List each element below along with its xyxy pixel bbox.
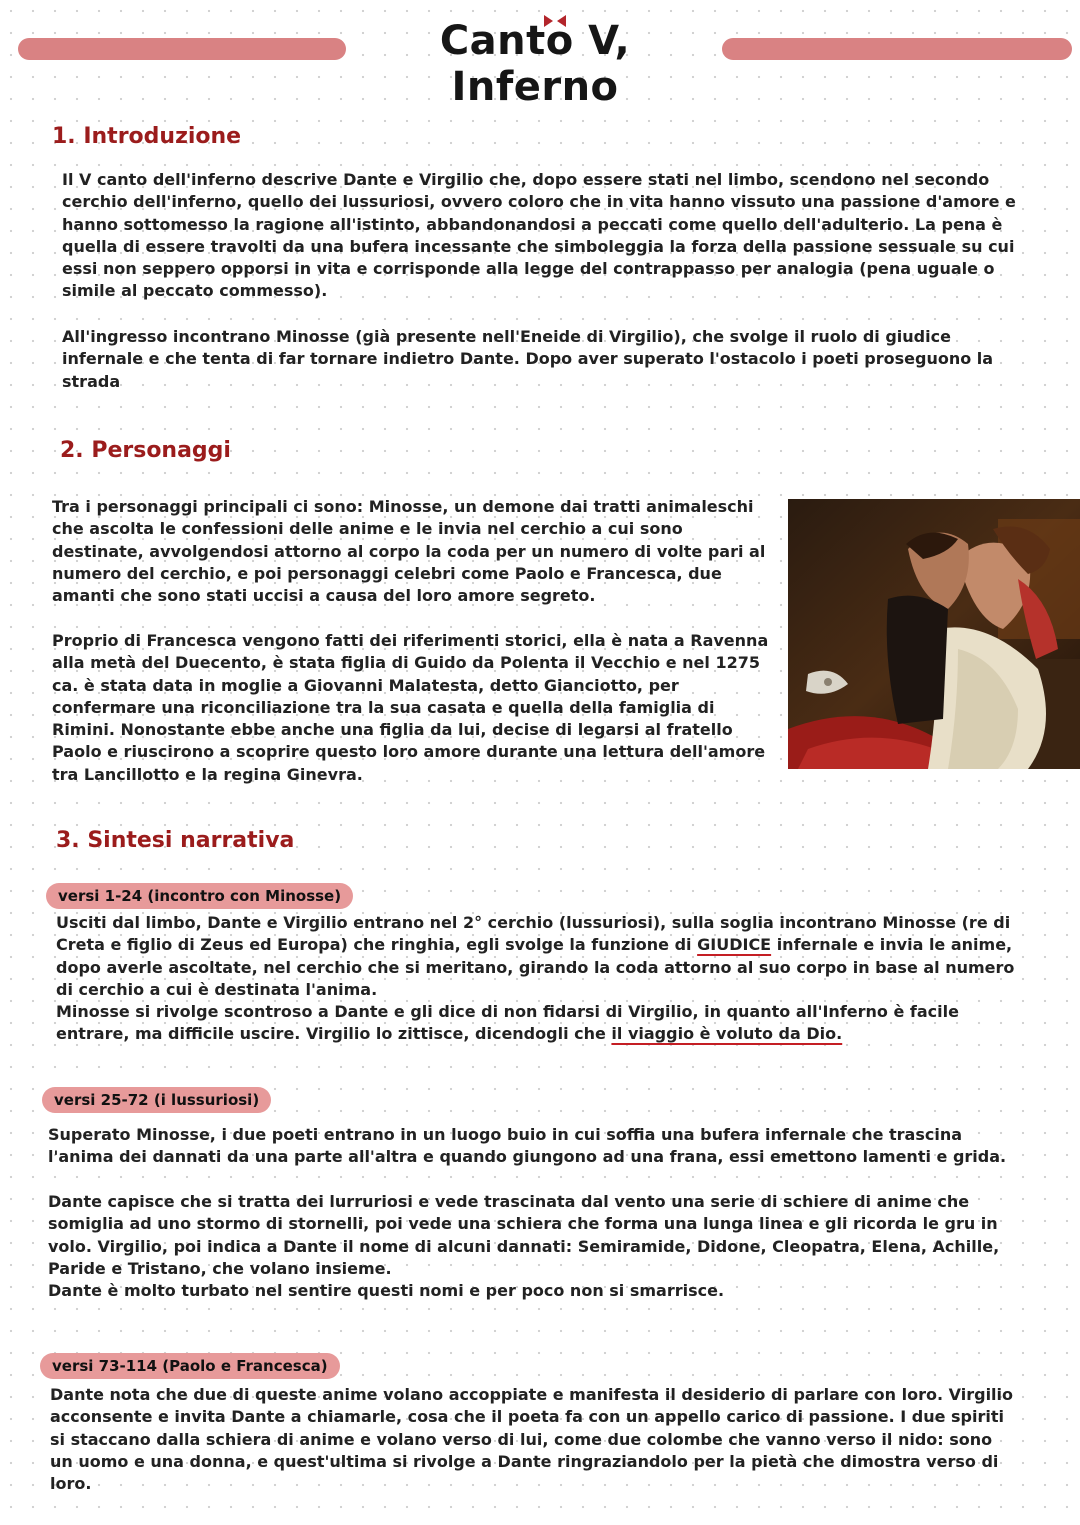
highlight-giudice: GIUDICE <box>697 935 772 955</box>
verse-label-73-114: versi 73-114 (Paolo e Francesca) <box>40 1353 340 1379</box>
synthesis-block1-text <box>56 912 1016 1046</box>
characters-paragraph-1: Tra i personaggi principali ci sono: Minosse, un demone dai tratti animaleschi che ascolta le confessioni delle anime e le invia nel cerchio a cui sono destinate, avvolgendosi attorno al corpo la coda per un numero di volte pari al numero del cerchio, e poi personaggi celebri come Paolo e Francesca, due amanti che sono stati uccisi a causa del loro amore segreto. <box>52 497 766 606</box>
synthesis-block2-p3: Dante è molto turbato nel sentire questi nomi e per poco non si smarrisce. <box>48 1281 725 1300</box>
characters-paragraph-2: Proprio di Francesca vengono fatti dei riferimenti storici, ella è nata a Ravenna alla metà del Duecento, è stata figlia di Guido da Polenta il Vecchio e nel 1275 ca. è stata data in moglie a Giovanni Malatesta, detto Gianciotto, per confermare una riconciliazione tra la sua casata e quella della famiglia di Rimini. Nonostante ebbe anche una figlia da lui, decise di legarsi al fratello Paolo e riuscirono a scoprire questo loro amore durante una lettura dell'amore tra Lancillotto e la regina Ginevra. <box>52 631 769 784</box>
verse-label-1-24: versi 1-24 (incontro con Minosse) <box>46 883 353 909</box>
section-title-introduzione: 1. Introduzione <box>52 124 242 149</box>
verse-label-25-72: versi 25-72 (i lussuriosi) <box>42 1087 271 1113</box>
intro-paragraph-1: Il V canto dell'inferno descrive Dante e Virgilio che, dopo essere stati nel limbo, scendono nel secondo cerchio dell'inferno, quello dei lussuriosi, ovvero coloro che in vita hanno vissuto una passione d'amore e hanno sottomesso la ragione all'istinto, abbandonandosi a peccati come quello dell'adulterio. La pena è quella di essere travolti da una bufera incessante che simboleggia la forza della passione sessuale su cui essi non seppero opporsi in vita e corrisponde alla legge del contrappasso per analogia (pena uguale o simile al peccato commesso). <box>62 170 1016 301</box>
paolo-francesca-painting <box>788 499 1080 769</box>
page-title: Canto V, Inferno <box>439 18 631 110</box>
block1-text-c: Minosse si rivolge scontroso a Dante e gli dice di non fidarsi di Virgilio, in quanto all'Inferno è facile entrare, ma difficile uscire. Virgilio lo zittisce, dicendogli che <box>56 1002 959 1044</box>
header-bar-right <box>722 38 1072 60</box>
highlight-viaggio: il viaggio è voluto da Dio. <box>611 1024 843 1044</box>
block1-text-a: Usciti dal limbo, Dante e Virgilio entrano nel 2° cerchio (lussuriosi), sulla soglia incontrano Minosse (re di Creta e figlio di Zeus ed Europa) che ringhia, egli svolge la funzione di <box>56 913 1011 955</box>
intro-paragraph-2: All'ingresso incontrano Minosse (già presente nell'Eneide di Virgilio), che svolge il ruolo di giudice infernale e che tenta di far tornare indietro Dante. Dopo aver superato l'ostacolo i poeti proseguono la strada <box>62 327 994 391</box>
synthesis-block2-p1: Superato Minosse, i due poeti entrano in un luogo buio in cui soffia una bufera infernale che trascina l'anima dei dannati da una parte all'altra e quando giungono ad una frana, essi emettono lamenti e grida. <box>48 1125 1007 1167</box>
section-title-sintesi: 3. Sintesi narrativa <box>56 828 295 853</box>
header-bar-left <box>18 38 346 60</box>
synthesis-block3-p1: Dante nota che due di queste anime volano accoppiate e manifesta il desiderio di parlare con loro. Virgilio acconsente e invita Dante a chiamarle, cosa che il poeta fa con un appello carico di passione. I due spiriti si staccano dalla schiera di anime e volano verso di lui, come due colombe che vanno verso il nido: sono un uomo e una donna, e quest'ultima si rivolge a Dante ringraziandolo per la pietà che dimostra verso di loro. <box>50 1385 1014 1494</box>
block1-text-b: infernale e invia le anime, dopo averle ascoltate, nel cerchio che si meritano, girando la coda attorno al suo corpo in base al numero di cerchio a cui è destinata l'anima. <box>56 935 1015 999</box>
section-title-personaggi: 2. Personaggi <box>60 438 231 463</box>
synthesis-block2-p2: Dante capisce che si tratta dei lurruriosi e vede trascinata dal vento una serie di schiere di anime che somiglia ad uno stormo di stornelli, poi vede una schiera che forma una lunga linea e gli ricorda le gru in volo. Virgilio, poi indica a Dante il nome di alcuni dannati: Semiramide, Didone, Cleopatra, Elena, Achille, Paride e Tristano, che volano insieme. <box>48 1192 1000 1278</box>
